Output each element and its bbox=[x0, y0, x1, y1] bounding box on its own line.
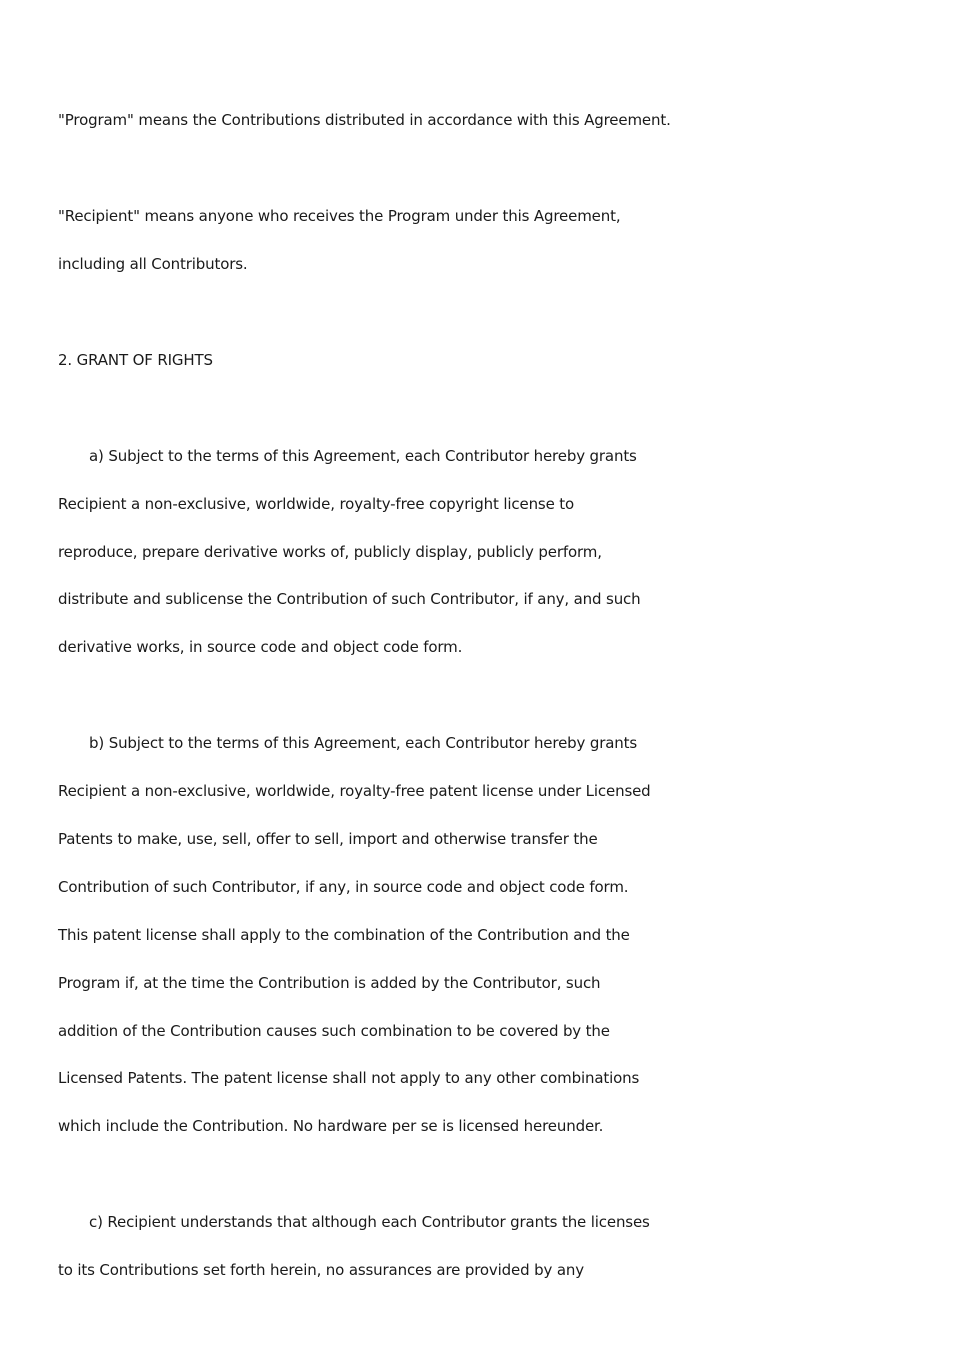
definition-recipient-line-2: including all Contributors. bbox=[58, 255, 248, 273]
clause-b-line-6: Program if, at the time the Contribution is added by the Contributor, such bbox=[58, 974, 601, 992]
clause-b-line-9: which include the Contribution. No hardware per se is licensed hereunder. bbox=[58, 1117, 604, 1135]
definition-program: "Program" means the Contributions distributed in accordance with this Agreement. bbox=[58, 111, 671, 129]
clause-b-line-3: Patents to make, use, sell, offer to sell, import and otherwise transfer the bbox=[58, 830, 598, 848]
clause-a-line-1: a) Subject to the terms of this Agreement, each Contributor hereby grants bbox=[89, 447, 637, 465]
clause-c-line-1: c) Recipient understands that although each Contributor grants the licenses bbox=[89, 1213, 650, 1231]
clause-b-line-7: addition of the Contribution causes such combination to be covered by the bbox=[58, 1022, 610, 1040]
clause-a-line-2: Recipient a non-exclusive, worldwide, royalty-free copyright license to bbox=[58, 495, 575, 513]
clause-b-line-2: Recipient a non-exclusive, worldwide, royalty-free patent license under Licensed bbox=[58, 782, 651, 800]
clause-c-line-2: to its Contributions set forth herein, no assurances are provided by any bbox=[58, 1261, 584, 1279]
section-heading-grant-of-rights: 2. GRANT OF RIGHTS bbox=[58, 351, 213, 369]
clause-b-line-8: Licensed Patents. The patent license shall not apply to any other combinations bbox=[58, 1069, 640, 1087]
clause-a-line-3: reproduce, prepare derivative works of, publicly display, publicly perform, bbox=[58, 543, 602, 561]
clause-b-line-4: Contribution of such Contributor, if any, in source code and object code form. bbox=[58, 878, 629, 896]
clause-b-line-1: b) Subject to the terms of this Agreement, each Contributor hereby grants bbox=[89, 734, 638, 752]
definition-recipient-line-1: "Recipient" means anyone who receives the Program under this Agreement, bbox=[58, 207, 621, 225]
clause-a-line-5: derivative works, in source code and object code form. bbox=[58, 638, 463, 656]
clause-b-line-5: This patent license shall apply to the combination of the Contribution and the bbox=[58, 926, 630, 944]
clause-a-line-4: distribute and sublicense the Contribution of such Contributor, if any, and such bbox=[58, 590, 641, 608]
